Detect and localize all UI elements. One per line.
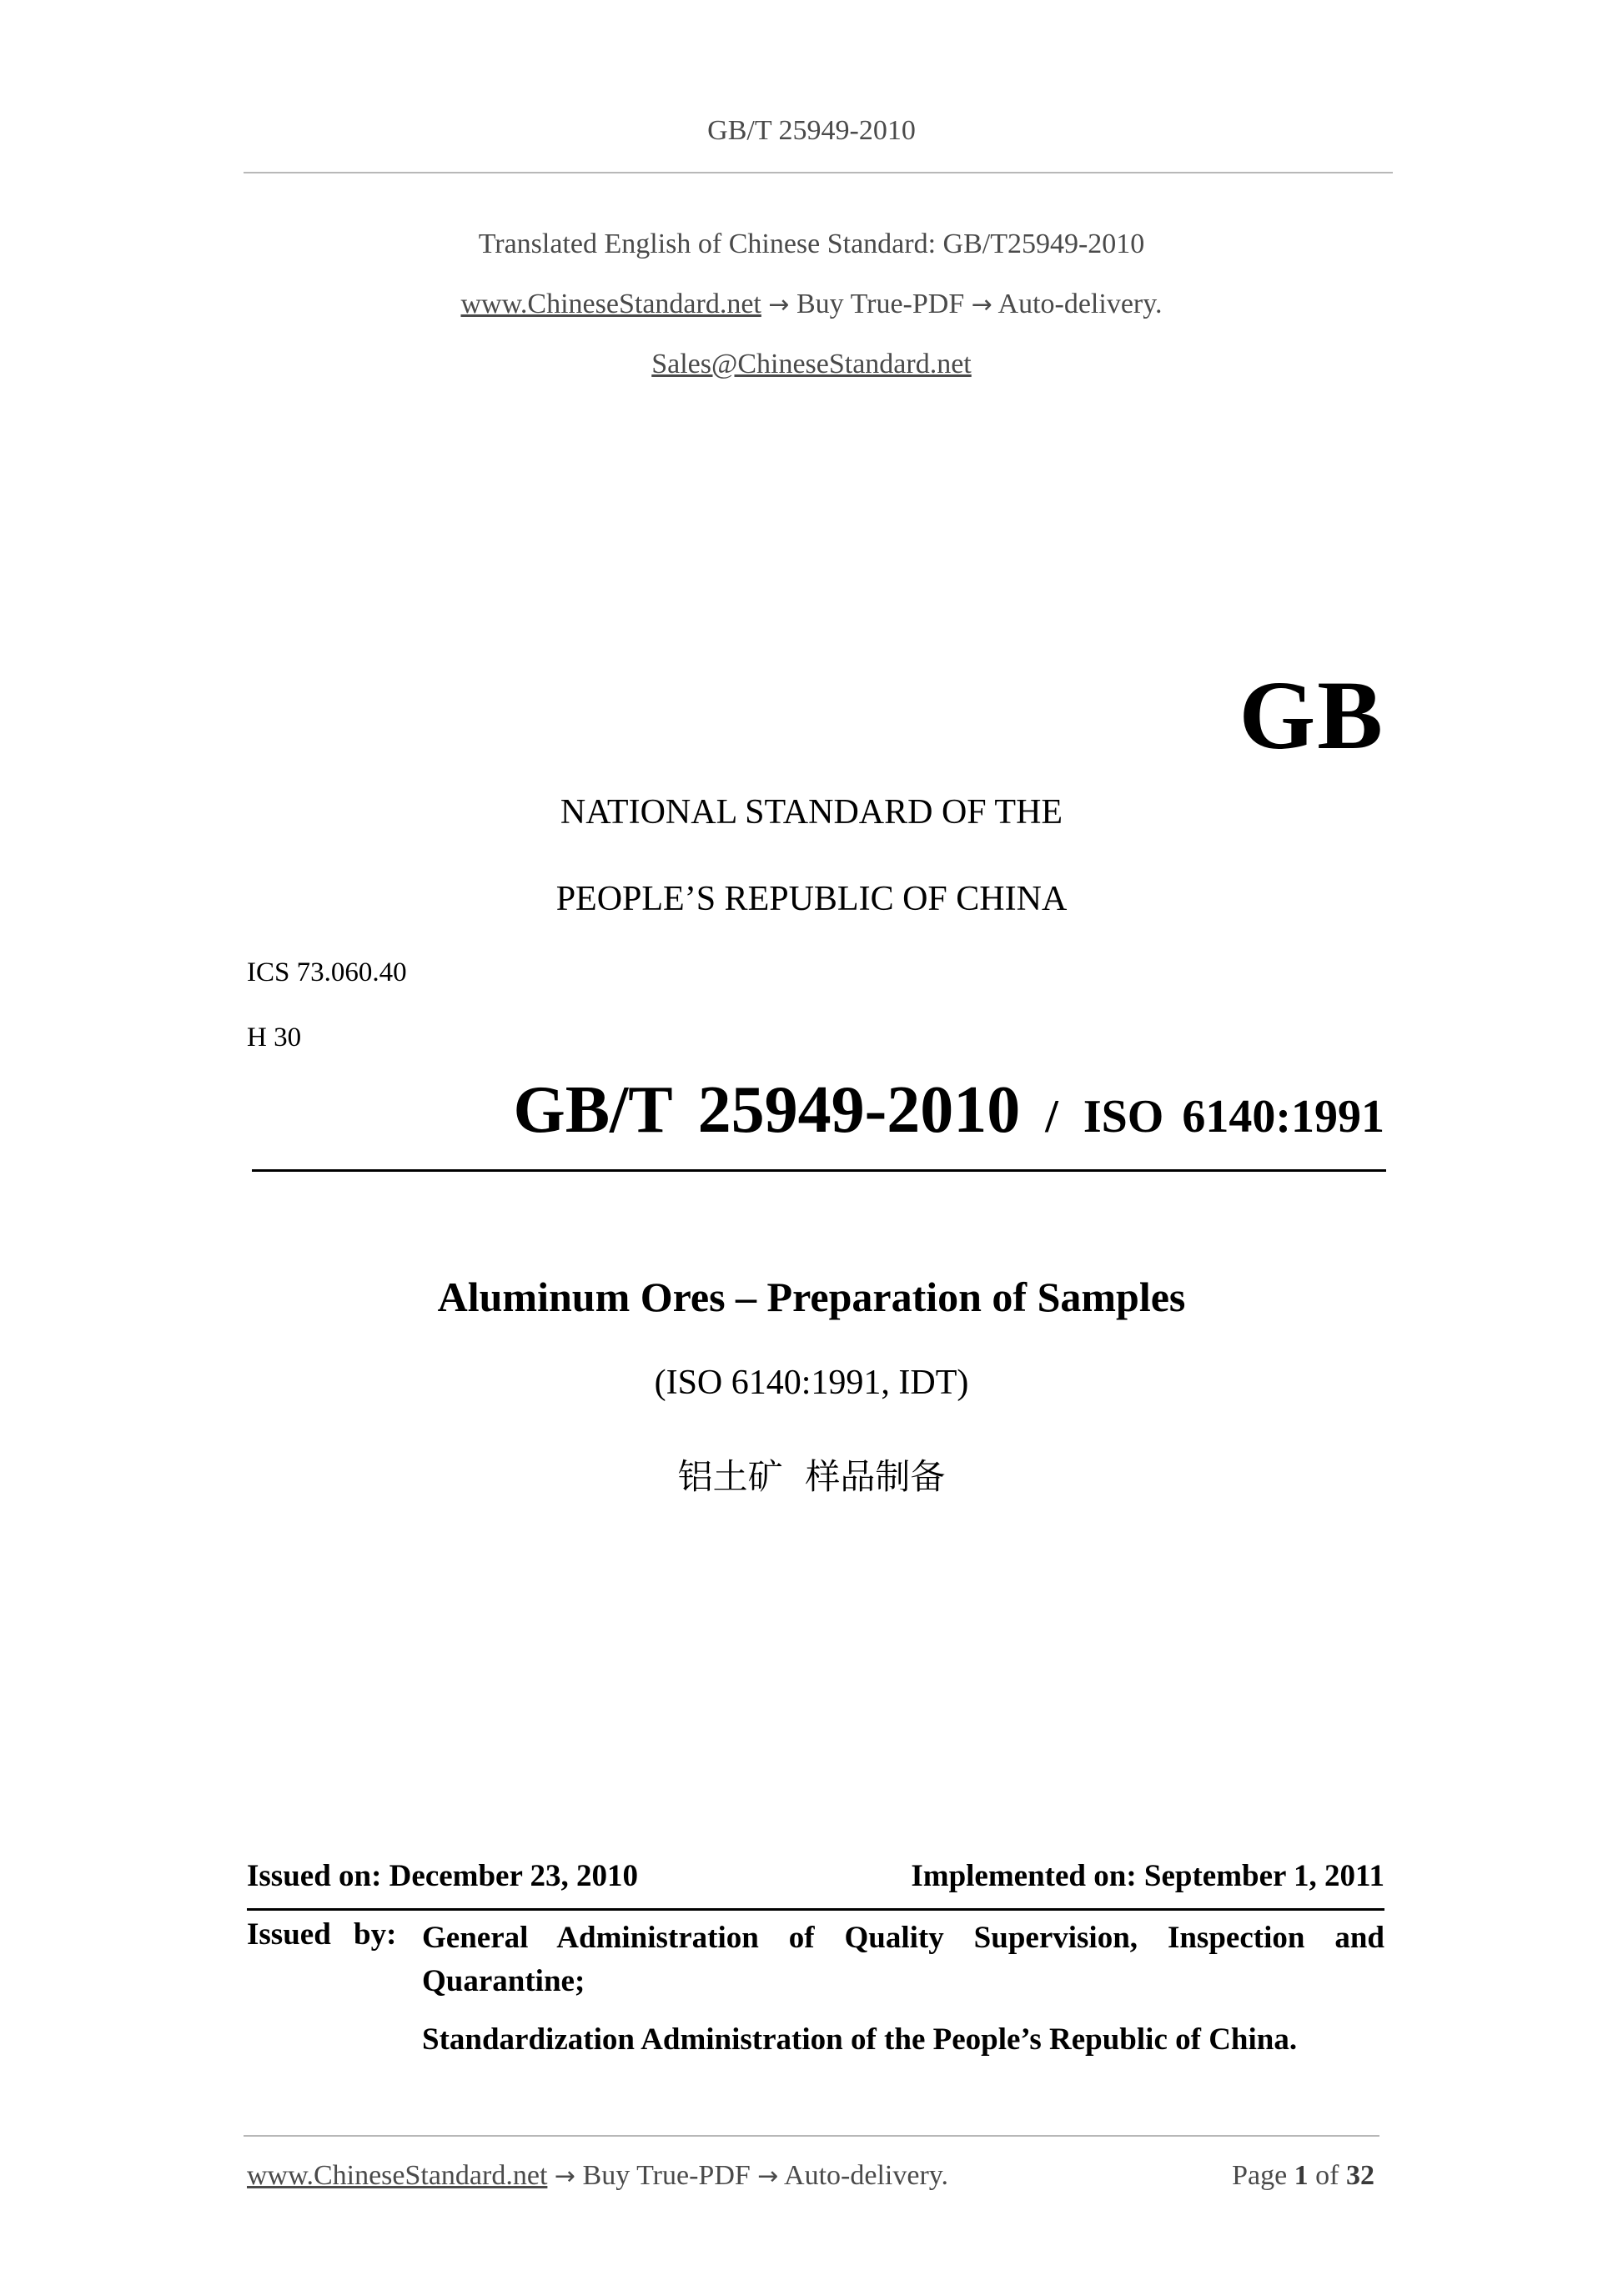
page-current: 1	[1294, 2160, 1309, 2191]
arrow-right-icon: →	[554, 2162, 576, 2191]
sales-email-line	[0, 349, 1623, 380]
auto-delivery-text: Auto-delivery.	[997, 289, 1163, 319]
iso-number: 6140:1991	[1182, 1091, 1384, 1143]
iso-prefix: ISO	[1083, 1091, 1164, 1143]
footer-buy-line	[247, 2160, 948, 2192]
page-of: of	[1315, 2160, 1339, 2191]
ics-code: ICS 73.060.40	[247, 957, 407, 987]
sales-email-link[interactable]: Sales@ChineseStandard.net	[651, 349, 972, 379]
national-standard-line2: PEOPLE’S REPUBLIC OF CHINA	[555, 880, 1068, 918]
standard-number	[513, 1073, 1384, 1148]
arrow-right-icon: →	[757, 2162, 779, 2191]
footer-divider	[244, 2135, 1379, 2137]
page-indicator	[1232, 2160, 1374, 2192]
translation-buy-line	[0, 289, 1623, 320]
issued-by-authority-2: Standardization Administration of the People’s Republic of China.	[422, 2022, 1298, 2057]
document-title: Aluminum Ores – Preparation of Samples	[437, 1274, 1186, 1320]
national-standard-line1: NATIONAL STANDARD OF THE	[560, 793, 1063, 831]
std-prefix: GB/T	[513, 1073, 673, 1147]
translation-note-line: Translated English of Chinese Standard: GB/T25949-2010	[478, 229, 1145, 259]
issue-divider	[247, 1908, 1384, 1911]
page-label: Page	[1232, 2160, 1288, 2191]
site-link[interactable]: www.ChineseStandard.net	[460, 289, 761, 319]
chinese-title: 铝土矿 样品制备	[677, 1456, 946, 1497]
buy-true-pdf-text: Buy True-PDF	[796, 289, 965, 319]
page-total: 32	[1346, 2160, 1374, 2191]
gb-logo: GB	[1239, 661, 1384, 770]
issued-by-label: Issued by:	[247, 1917, 397, 1952]
footer-buy-true-pdf-text: Buy True-PDF	[582, 2160, 751, 2191]
arrow-right-icon: →	[971, 290, 992, 319]
iso-reference: (ISO 6140:1991, IDT)	[654, 1364, 969, 1402]
standard-number-divider	[252, 1169, 1386, 1172]
std-slash: /	[1045, 1091, 1058, 1143]
header-divider	[244, 172, 1393, 173]
issued-by-authority-1: General Administration of Quality Supervision, Inspection and Quarantine;	[422, 1921, 1384, 1998]
running-header: GB/T 25949-2010	[707, 115, 916, 146]
implemented-on-date: Implemented on: September 1, 2011	[911, 1859, 1384, 1893]
issued-on-date: Issued on: December 23, 2010	[247, 1859, 638, 1893]
footer-site-link[interactable]: www.ChineseStandard.net	[247, 2160, 548, 2191]
arrow-right-icon: →	[768, 290, 790, 319]
std-number: 25949-2010	[697, 1073, 1021, 1147]
classification-code: H 30	[247, 1022, 302, 1053]
footer-auto-delivery-text: Auto-delivery.	[784, 2160, 949, 2191]
